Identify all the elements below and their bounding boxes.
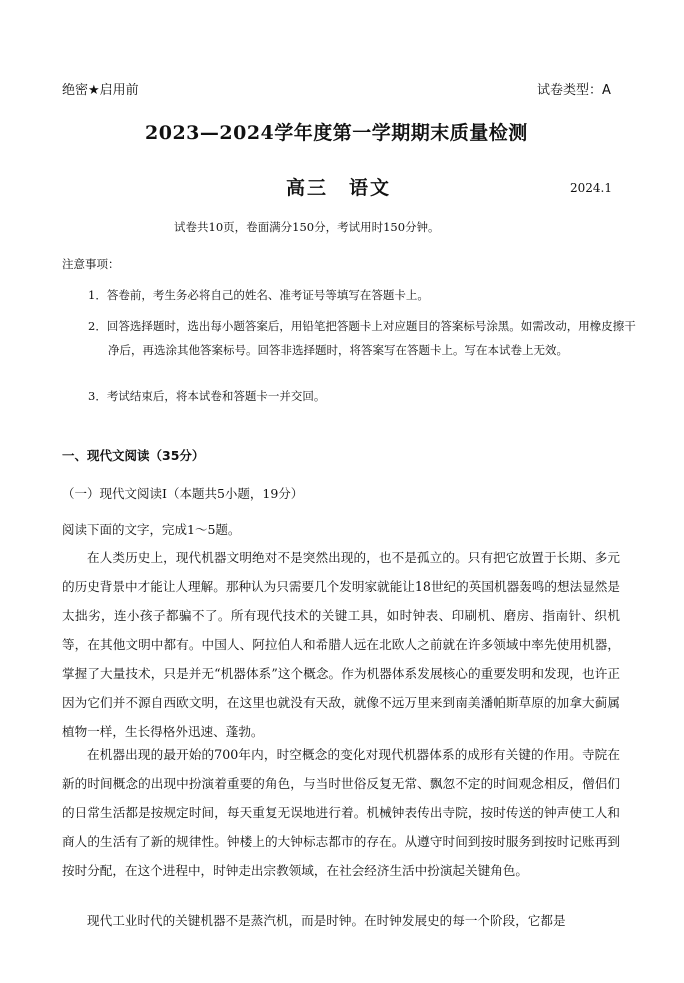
- section-title: 一、现代文阅读（35分）: [62, 448, 205, 463]
- paper-type-label: 试卷类型：A: [537, 83, 611, 98]
- subsection-title: （一）现代文阅读Ⅰ（本题共5小题，19分）: [62, 486, 304, 501]
- page-title: 2023—2024学年度第一学期期末质量检测: [145, 122, 528, 144]
- notice-item: 3．考试结束后，将本试卷和答题卡一并交回。: [88, 389, 326, 403]
- notice-heading: 注意事项：: [62, 257, 120, 271]
- exam-info: 试卷共10页，卷面满分150分，考试用时150分钟。: [174, 220, 440, 234]
- notice-item: 2．回答选择题时，选出每小题答案后，用铅笔把答题卡上对应题目的答案标号涂黑。如需改动，用橡皮擦干净后，再选涂其他答案标号。回答非选择题时，将答案写在答题卡上。写在本试卷上无效。: [88, 319, 636, 357]
- exam-date: 2024.1: [570, 181, 612, 195]
- subject-title: 高三 语文: [286, 177, 392, 199]
- confidential-label: 绝密★启用前: [62, 83, 139, 98]
- notice-item: 1．答卷前，考生务必将自己的姓名、准考证号等填写在答题卡上。: [88, 288, 429, 302]
- passage-paragraph: 在机器出现的最开始的700年内，时空概念的变化对现代机器体系的成形有关键的作用。寺院在新的时间概念的出现中扮演着重要的角色，与当时世俗反复无常、飘忽不定的时间观念相反，僧侣们的日常生活都是按规定时间，每天重复无误地进行着。机械钟表传出寺院，按时传送的钟声使工人和商人的生活有了新的规律性。钟楼上的大钟标志都市的存在。从遵守时间到按时服务到按时记账再到按时分配，在这个进程中，时钟走出宗教领域，在社会经济生活中扮演起关键角色。: [62, 747, 620, 878]
- passage-paragraph: 现代工业时代的关键机器不是蒸汽机，而是时钟。在时钟发展史的每一个阶段，它都是: [87, 913, 566, 928]
- reading-instruction: 阅读下面的文字，完成1～5题。: [62, 522, 241, 537]
- passage-paragraph: 在人类历史上，现代机器文明绝对不是突然出现的，也不是孤立的。只有把它放置于长期、多元的历史背景中才能让人理解。那种认为只需要几个发明家就能让18世纪的英国机器轰鸣的想法显然是太拙劣，连小孩子都骗不了。所有现代技术的关键工具，如时钟表、印刷机、磨房、指南针、织机等，在其他文明中都有。中国人、阿拉伯人和希腊人远在北欧人之前就在许多领域中率先使用机器，掌握了大量技术，只是并无“机器体系”这个概念。作为机器体系发展核心的重要发明和发现，也许正因为它们并不源自西欧文明，在这里也就没有天敌，就像不远万里来到南美潘帕斯草原的加拿大蓟属植物一样，生长得格外迅速、蓬勃。: [62, 550, 620, 739]
